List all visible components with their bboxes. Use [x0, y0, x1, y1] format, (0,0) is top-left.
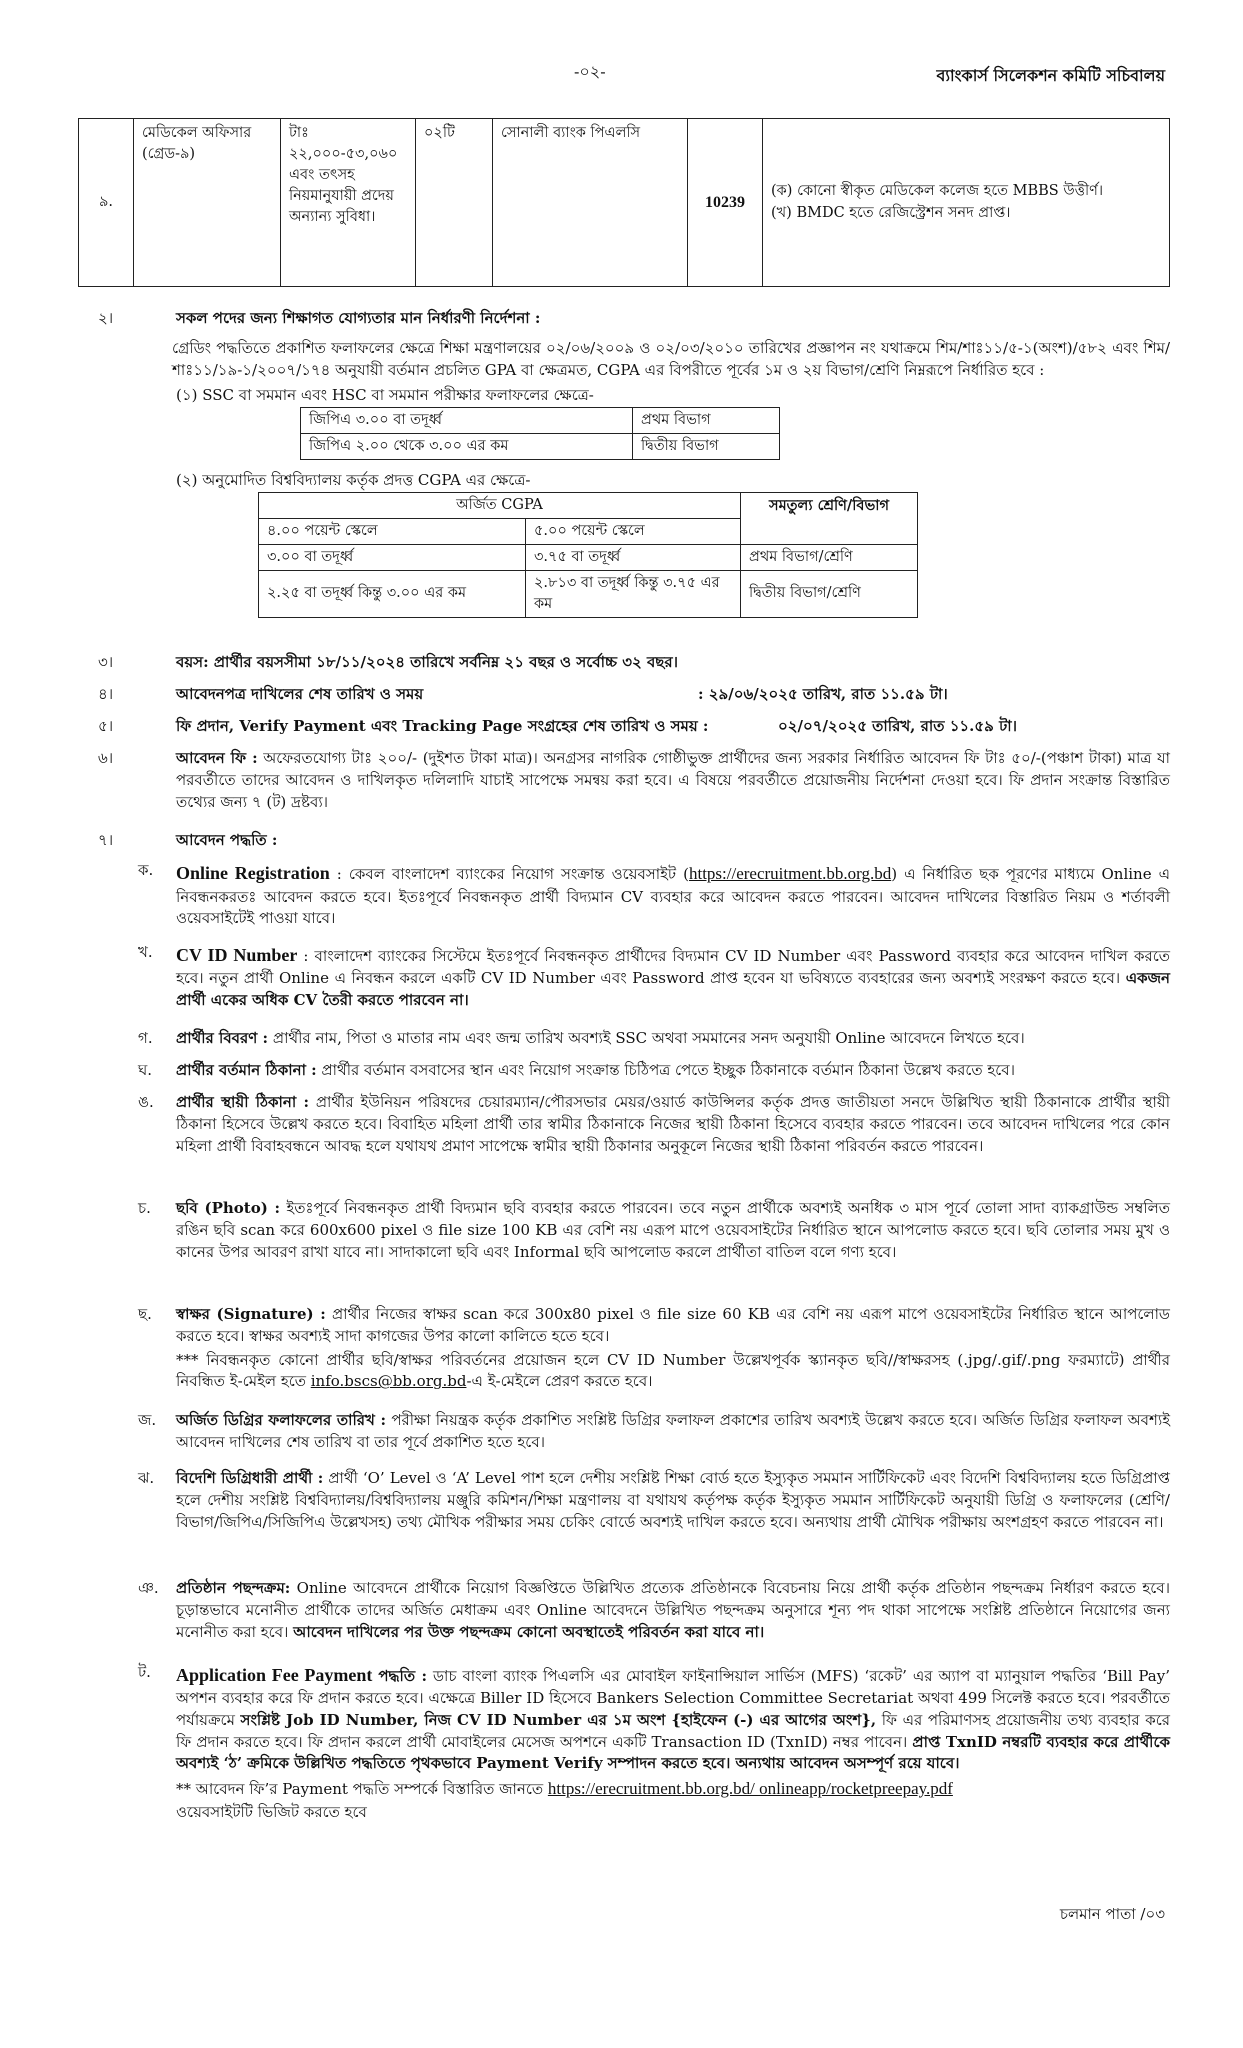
table-cell: ২.২৫ বা তদূর্ধ্ব কিন্তু ৩.০০ এর কম — [259, 570, 526, 617]
section-4 — [98, 684, 1170, 706]
item-label: ঙ. — [138, 1093, 154, 1111]
table-cell: জিপিএ ৩.০০ বা তদূর্ধ্ব — [301, 408, 633, 434]
item-text: : বাংলাদেশ ব্যাংকের সিস্টেমে ইতঃপূর্বে নিবন্ধনকৃত প্রার্থীদের বিদ্যমান CV ID Number এবং Password ব্যবহার করে আবেদন দাখিল করতে হবে। নতুন প্রার্থী Online এ নিবন্ধন করলে একটি CV ID Number এবং Password প্রাপ্ত হবেন যা ভবিষ্যতে ব্যবহারের জন্য অবশ্যই সংরক্ষণ করতে হবে। — [176, 947, 1170, 988]
item-nya — [98, 1578, 1170, 1643]
bank-cell: সোনালী ব্যাংক পিএলসি — [493, 119, 688, 287]
item-label: খ. — [138, 943, 153, 961]
item-text: ** আবেদন ফি’র Payment পদ্ধতি সম্পর্কে বিস্তারিত জানতে — [176, 1780, 548, 1799]
section-number: ৭। — [98, 831, 114, 849]
section-intro: গ্রেডিং পদ্ধতিতে প্রকাশিত ফলাফলের ক্ষেত্রে শিক্ষা মন্ত্রণালয়ের ০২/০৬/২০০৯ ও ০২/০৩/২০১০ তারিখের প্রজ্ঞাপন নং যথাক্রমে শিম/শাঃ১১/৫-১(অংশ)/৫৮২ এবং শিম/শাঃ১১/১৯-১/২০০৭/১৭৪ অনুযায়ী বর্তমান প্রচলিত GPA বা ক্ষেত্রমত, CGPA এর বিপরীতে পূর্বের ১ম ও ২য় বিভাগ/শ্রেণি নিম্নরূপে নির্ধারিত হবে : — [172, 338, 1170, 379]
post-cell: মেডিকেল অফিসার (গ্রেড-৯) — [134, 119, 281, 287]
item-heading: ছবি (Photo) : — [176, 1199, 281, 1217]
section-3 — [98, 652, 1170, 674]
item-ga — [98, 1028, 1170, 1050]
section-2 — [98, 308, 1170, 618]
code-cell: 10239 — [688, 119, 763, 287]
table-row — [301, 408, 780, 434]
item-text: প্রার্থী ‘O’ Level ও ‘A’ Level পাশ হলে দেশীয় সংশ্লিষ্ট শিক্ষা বোর্ড হতে ইস্যুকৃত সমমান সার্টিফিকেট এবং বিদেশি বিশ্ববিদ্যালয় হতে ডিগ্রিপ্রাপ্ত হলে দেশীয় সংশ্লিষ্ট বিশ্ববিদ্যালয়/বিশ্ববিদ্যালয় মঞ্জুরি কমিশন/শিক্ষা মন্ত্রণালয় বা যথাযথ কর্তৃপক্ষ কর্তৃক ইস্যুকৃত সমমান সার্টিফিকেট অনুযায়ী ডিগ্রি ও ফলাফলের (শ্রেণি/বিভাগ/জিপিএ/সিজিপিএ উল্লেখসহ) তথ্য মৌখিক পরীক্ষার সময় চেকিং বোর্ডে অবশ্যই দাখিল করতে হবে। অন্যথায় প্রার্থী মৌখিক পরীক্ষায় অংশগ্রহণ করতে পারবেন না। — [176, 1469, 1170, 1531]
table-cell: ৫.০০ পয়েন্ট স্কেলে — [526, 518, 741, 544]
table-cell: জিপিএ ২.০০ থেকে ৩.০০ এর কম — [301, 434, 633, 460]
item-heading: প্রার্থীর স্থায়ী ঠিকানা : — [176, 1093, 310, 1111]
item-text: -এ ই-মেইলে প্রেরণ করতে হবে। — [466, 1372, 653, 1391]
item-text: *** নিবন্ধনকৃত কোনো প্রার্থীর ছবি/স্বাক্ষর পরিবর্তনের প্রয়োজন হলে CV ID Number উল্লেখপূর্বক স্ক্যানকৃত ছবি//স্বাক্ষরসহ (.jpg/.gif/.png ফরম্যাটে) প্রার্থীর নিবন্ধিত ই-মেইল হতে — [176, 1350, 1170, 1391]
item-text: ফি এর পরিমাণসহ প্রয়োজনীয় তথ্য ব্যবহার করে ফি প্রদান করতে হবে। ফি প্রদান করলে প্রার্থী মোবাইলের মেসেজ অপশনে একটি Transaction ID (TxnID) নম্বর পাবেন। — [176, 1710, 1170, 1751]
item-label: ঞ. — [138, 1579, 159, 1597]
item-ta — [98, 1662, 1170, 1823]
serial-cell: ৯. — [79, 119, 134, 287]
item-text: প্রার্থীর নাম, পিতা ও মাতার নাম এবং জন্ম তারিখ অবশ্যই SSC অথবা সমমানের সনদ অনুযায়ী Online আবেদনে লিখতে হবে। — [272, 1029, 1025, 1047]
item-text: ) এ নির্ধারিত ছক পূরণের মাধ্যমে Online এ নিবন্ধনকরতঃ আবেদন করতে হবে। ইতঃপূর্বে নিবন্ধনকৃত প্রার্থী বিদ্যমান CV ব্যবহার করে আবেদন করতে পারবেন। আবেদন দাখিলের বিস্তারিত নিয়ম ও শর্তাবলী ওয়েবসাইটেই পাওয়া যাবে। — [176, 865, 1170, 928]
item-label: জ. — [138, 1411, 157, 1429]
deadline-label: আবেদনপত্র দাখিলের শেষ তারিখ ও সময় — [176, 685, 424, 703]
section-7 — [98, 830, 1170, 852]
post-table — [78, 118, 1170, 287]
fee-deadline-value: ০২/০৭/২০২৫ তারিখ, রাত ১১.৫৯ টা। — [778, 717, 1017, 735]
fee-details: অনগ্রসর নাগরিক গোষ্ঠীভুক্ত প্রার্থীদের জন্য সরকার নির্ধারিত আবেদন ফি টাঃ ৫০/-(পঞ্চাশ টাকা) মাত্র যা পরবর্তীতে তাদের আবেদন ও দাখিলকৃত দলিলাদি যাচাই সাপেক্ষে সমন্বয় করা হবে। এ বিষয়ে পরবর্তীতে প্রয়োজনীয় নির্দেশনা দেওয়া হবে। ফি প্রদান সংক্রান্ত বিস্তারিত তথ্যের জন্য ৭ (ট) দ্রষ্টব্য। — [176, 749, 1170, 811]
table-cell: প্রথম বিভাগ — [633, 408, 780, 434]
item-heading: অর্জিত ডিগ্রির ফলাফলের তারিখ : — [176, 1411, 387, 1429]
table-cell: ২.৮১৩ বা তদূর্ধ্ব কিন্তু ৩.৭৫ এর কম — [526, 570, 741, 617]
item-text: ইতঃপূর্বে নিবন্ধনকৃত প্রার্থী বিদ্যমান ছবি ব্যবহার করতে পারবেন। তবে নতুন প্রার্থীকে অবশ্যই অনধিক ৩ মাস পূর্বে তোলা সাদা ব্যাকগ্রাউন্ড সম্বলিত রঙিন ছবি scan করে 600x600 pixel ও file size 100 KB এর বেশি নয় এরূপ মাপে ওয়েবসাইটের নির্ধারিত স্থানে আপলোড করতে হবে। ছবি তোলার সময় মুখ ও কানের উপর আবরণ রাখা যাবে না। সাদাকালো ছবি এবং Informal ছবি আপলোড করলে প্রার্থীতা বাতিল বলে গণ্য হবে। — [176, 1199, 1171, 1261]
vacancy-cell: ০২টি — [416, 119, 493, 287]
item-text: ডাচ বাংলা ব্যাংক পিএলসি এর মোবাইল ফাইনান্সিয়াল সার্ভিস (MFS) ‘রকেট’ এর অ্যাপ বা ম্যানুয়াল পদ্ধতির ‘Bill Pay’ অপশন ব্যবহার করে ফি প্রদান করতে হবে। এক্ষেত্রে Biller ID হিসেবে Bankers Selection Committee Secretariat অথবা 499 সিলেক্ট করতে হবে। পরবর্তীতে পর্যায়ক্রমে — [176, 1667, 1170, 1729]
item-heading: স্বাক্ষর (Signature) : — [176, 1305, 326, 1323]
subsection-1: (১) SSC বা সমমান এবং HSC বা সমমান পরীক্ষার ফলাফলের ক্ষেত্রে- — [176, 386, 594, 405]
table-cell: ৩.৭৫ বা তদূর্ধ্ব — [526, 544, 741, 570]
table-cell: ৪.০০ পয়েন্ট স্কেলে — [259, 518, 526, 544]
age-limit: বয়স: প্রার্থীর বয়সসীমা ১৮/১১/২০২৪ তারিখে সর্বনিম্ন ২১ বছর ও সর্বোচ্চ ৩২ বছর। — [176, 653, 678, 671]
item-text: পরীক্ষা নিয়ন্ত্রক কর্তৃক প্রকাশিত সংশ্লিষ্ট ডিগ্রির ফলাফল প্রকাশের তারিখ অবশ্যই উল্লেখ করতে হবে। অর্জিত ডিগ্রির ফলাফল অবশ্যই আবেদন দাখিলের শেষ তারিখ বা তার পূর্বে প্রকাশিত হতে হবে। — [176, 1411, 1170, 1451]
fee-deadline-label: ফি প্রদান, Verify Payment এবং Tracking Page সংগ্রহের শেষ তারিখ ও সময় : — [176, 717, 709, 735]
item-label: চ. — [138, 1199, 151, 1217]
item-chha — [98, 1304, 1170, 1393]
item-text: প্রার্থীর ইউনিয়ন পরিষদের চেয়ারম্যান/পৌরসভার মেয়র/ওয়ার্ড কাউন্সিলর কর্তৃক প্রদত্ত জাতীয়তা সনদে উল্লিখিত স্থায়ী ঠিকানাকে প্রার্থীর স্থায়ী ঠিকানা হিসেবে উল্লেখ করতে হবে। বিবাহিত মহিলা প্রার্থী তার স্বামীর ঠিকানাকে নিজের স্থায়ী ঠিকানা হিসেবে ব্যবহার করতে পারবেন। তবে আবেদন দাখিলের পরে কোন মহিলা প্রার্থী বিবাহবন্ধনে আবদ্ধ হলে যথাযথ প্রমাণ সাপেক্ষে স্বামীর স্থায়ী ঠিকানার অনুকূলে নিজের স্থায়ী ঠিকানা পরিবর্তন করতে পারবেন। — [176, 1093, 1170, 1155]
item-text: প্রার্থীর নিজের স্বাক্ষর scan করে 300x80 pixel ও file size 60 KB এর বেশি নয় এরূপ মাপে ওয়েবসাইটের নির্ধারিত স্থানে আপলোড করতে হবে। স্বাক্ষর অবশ্যই সাদা কাগজের উপর কালো কালিতে হতে হবে। — [176, 1305, 1170, 1345]
item-label: ছ. — [138, 1305, 152, 1323]
cgpa-table — [258, 492, 918, 618]
table-row — [259, 544, 918, 570]
item-gha — [98, 1060, 1170, 1082]
item-cha — [98, 1198, 1170, 1263]
fee-label: আবেদন ফি : — [176, 749, 258, 767]
item-text: সংশ্লিষ্ট Job ID Number, নিজ CV ID Number এর ১ম অংশ {হাইফেন (-) এর আগের অংশ}, — [240, 1710, 877, 1729]
qualification-cell — [763, 119, 1170, 287]
qualification-b: (খ) BMDC হতে রেজিস্ট্রেশন সনদ প্রাপ্ত। — [771, 204, 1011, 221]
fee-amount: অফেরতযোগ্য টাঃ ২০০/- (দুইশত টাকা মাত্র)। — [263, 749, 538, 767]
item-text: আবেদন দাখিলের পর উক্ত পছন্দক্রম কোনো অবস্থাতেই পরিবর্তন করা যাবে না। — [293, 1622, 765, 1641]
section-number: ৪। — [98, 685, 114, 703]
section-title: আবেদন পদ্ধতি : — [176, 831, 278, 849]
item-text: ওয়েবসাইটটি ভিজিট করতে হবে — [176, 1802, 367, 1821]
item-heading: প্রার্থীর বর্তমান ঠিকানা : — [176, 1061, 317, 1079]
section-title: সকল পদের জন্য শিক্ষাগত যোগ্যতার মান নির্ধারণী নির্দেশনা : — [176, 309, 541, 327]
page-number: -০২- — [574, 62, 606, 81]
item-text: প্রার্থীর বর্তমান বসবাসের স্থান এবং নিয়োগ সংক্রান্ত চিঠিপত্র পেতে ইচ্ছুক ঠিকানাকে বর্তমান ঠিকানা উল্লেখ করতে হবে। — [321, 1061, 1016, 1079]
deadline-value: : ২৯/০৬/২০২৫ তারিখ, রাত ১১.৫৯ টা। — [698, 685, 948, 703]
subsection-2: (২) অনুমোদিত বিশ্ববিদ্যালয় কর্তৃক প্রদত্ত CGPA এর ক্ষেত্রে- — [176, 471, 531, 490]
table-cell: দ্বিতীয় বিভাগ/শ্রেণি — [741, 570, 918, 617]
item-text: Online আবেদনে প্রার্থীকে নিয়োগ বিজ্ঞপ্তিতে উল্লিখিত প্রত্যেক প্রতিষ্ঠানকে বিবেচনায় নিয়ে প্রার্থী কর্তৃক প্রতিষ্ঠান পছন্দক্রম নির্ধারণ করতে হবে। চূড়ান্তভাবে মনোনীত প্রার্থীকে তাদের অর্জিত মেধাক্রম এবং Online আবেদনে উল্লিখিত পছন্দক্রম অনুসারে শূন্য পদ থাকা সাপেক্ষে সংশ্লিষ্ট প্রতিষ্ঠানে নিয়োগের জন্য মনোনীত করা হবে। — [176, 1579, 1170, 1641]
table-cell: প্রথম বিভাগ/শ্রেণি — [741, 544, 918, 570]
section-number: ৫। — [98, 717, 114, 735]
section-6 — [98, 748, 1170, 813]
item-heading: Online Registration — [176, 863, 330, 883]
item-text: একজন প্রার্থী একের অধিক CV তৈরী করতে পারবেন না। — [176, 969, 1170, 1009]
item-label: ক. — [138, 861, 154, 879]
section-number: ৬। — [98, 749, 114, 767]
section-number: ৩। — [98, 653, 114, 671]
email-link[interactable]: info.bscs@bb.org.bd — [310, 1372, 467, 1391]
item-ja — [98, 1410, 1170, 1454]
item-heading: বিদেশি ডিগ্রিধারী প্রার্থী : — [176, 1469, 324, 1487]
table-row — [259, 492, 918, 518]
qualification-a: (ক) কোনো স্বীকৃত মেডিকেল কলেজ হতে MBBS উত্তীর্ণ। — [771, 183, 1104, 200]
organization-name: ব্যাংকার্স সিলেকশন কমিটি সচিবালয় — [936, 66, 1165, 85]
item-uma — [98, 1092, 1170, 1157]
item-label: ঝ. — [138, 1469, 155, 1487]
item-label: গ. — [138, 1029, 153, 1047]
continued-note: চলমান পাতা /০৩ — [1059, 1905, 1165, 1923]
item-heading: পদ্ধতি : — [378, 1667, 428, 1685]
item-heading: Application Fee Payment — [176, 1665, 373, 1685]
item-label: ট. — [138, 1663, 151, 1681]
item-text: : কেবল বাংলাদেশ ব্যাংকের নিয়োগ সংক্রান্ত ওয়েবসাইট ( — [336, 865, 689, 883]
table-row — [79, 119, 1170, 287]
item-label: ঘ. — [138, 1061, 153, 1079]
table-header: সমতুল্য শ্রেণি/বিভাগ — [741, 492, 918, 544]
payment-guide-link[interactable]: https://erecruitment.bb.org.bd/ onlineapp/rocketpreepay.pdf — [547, 1779, 953, 1799]
item-kha — [98, 942, 1170, 1012]
item-heading: প্রতিষ্ঠান পছন্দক্রম: — [176, 1579, 291, 1597]
section-5 — [98, 716, 1170, 738]
item-heading: CV ID Number — [176, 945, 298, 965]
gpa-table — [300, 407, 780, 460]
salary-cell: টাঃ ২২,০০০-৫৩,০৬০ এবং তৎসহ নিয়মানুযায়ী প্রদেয় অন্যান্য সুবিধা। — [281, 119, 416, 287]
table-cell: ৩.০০ বা তদূর্ধ্ব — [259, 544, 526, 570]
table-row — [259, 570, 918, 617]
item-ka — [98, 860, 1170, 930]
recruitment-link[interactable]: https://erecruitment.bb.org.bd — [688, 864, 892, 883]
table-row — [301, 434, 780, 460]
item-heading: প্রার্থীর বিবরণ : — [176, 1029, 269, 1047]
table-cell: দ্বিতীয় বিভাগ — [633, 434, 780, 460]
item-text: প্রাপ্ত TxnID নম্বরটি ব্যবহার করে প্রার্থীকে অবশ্যই ‘ঠ’ ক্রমিকে উল্লিখিত পদ্ধতিতে পৃথকভাবে Payment Verify সম্পাদন করতে হবে। অন্যথায় আবেদন অসম্পূর্ণ রয়ে যাবে। — [176, 1732, 1170, 1773]
table-header: অর্জিত CGPA — [259, 492, 741, 518]
section-number: ২। — [98, 309, 114, 327]
item-jha — [98, 1468, 1170, 1533]
